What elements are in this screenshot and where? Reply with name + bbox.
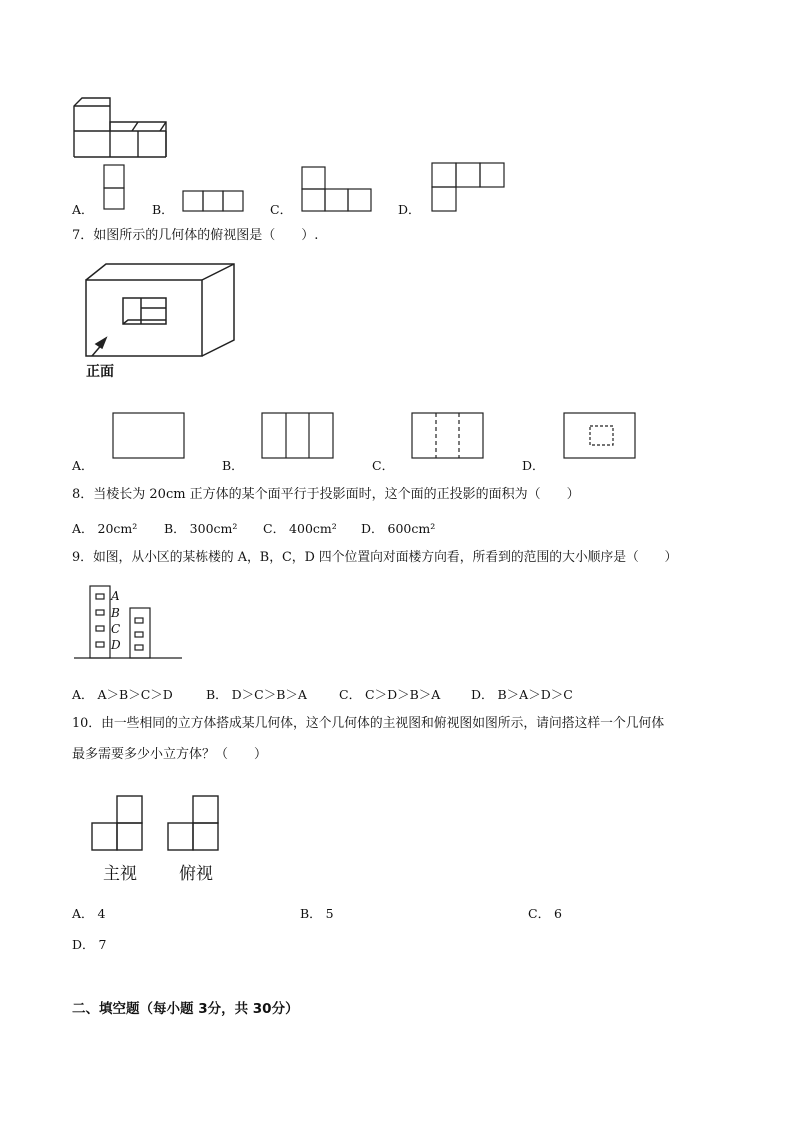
q7-box-figure <box>82 262 242 362</box>
q8-option-d[interactable]: D． 600cm² <box>361 521 436 536</box>
q9-point-b: B <box>111 606 120 620</box>
q6-option-a-label: A． <box>72 202 94 217</box>
q8-stem: 8．当棱长为 20cm 正方体的某个面平行于投影面时，这个面的正投影的面积为（ ） <box>72 487 580 502</box>
q7-option-a-label: A． <box>72 458 94 473</box>
q7-option-b-label: B． <box>222 458 244 473</box>
q7-stem: 7．如图所示的几何体的俯视图是（ ）. <box>72 228 319 243</box>
q10-front-view-label: 主视 <box>103 864 137 884</box>
q8-option-a[interactable]: A． 20cm² <box>72 521 138 536</box>
q6-option-c-figure[interactable] <box>301 166 373 212</box>
section-2-title: 二、填空题（每小题 3分，共 30分） <box>72 1001 299 1017</box>
q6-option-b-figure[interactable] <box>182 190 244 212</box>
q9-option-a[interactable]: A． A＞B＞C＞D <box>72 687 173 702</box>
q10-option-a[interactable]: A． 4 <box>72 906 106 921</box>
q7-option-b-figure[interactable] <box>261 412 335 460</box>
q10-top-view-label: 俯视 <box>179 864 213 884</box>
q7-option-a-figure[interactable] <box>112 412 186 460</box>
q7-option-c-label: C． <box>372 458 395 473</box>
q8-option-b[interactable]: B． 300cm² <box>164 521 238 536</box>
q6-option-c-label: C． <box>270 202 293 217</box>
q9-option-c[interactable]: C． C＞D＞B＞A <box>339 687 441 702</box>
q10-top-view-figure <box>166 795 222 853</box>
q6-option-a-figure[interactable] <box>103 164 125 210</box>
q9-point-a: A <box>111 589 120 603</box>
q9-buildings-figure <box>74 584 184 664</box>
q10-front-view-figure <box>90 795 146 853</box>
q9-stem: 9．如图，从小区的某栋楼的 A，B，C，D 四个位置向对面楼方向看，所看到的范围的大小顺序是（ ） <box>72 550 678 565</box>
q10-stem-line2: 最多需要多少小立方体？（ ） <box>72 747 268 762</box>
q6-option-b-label: B． <box>152 202 174 217</box>
q6-solid-figure <box>70 94 170 158</box>
q6-option-d-figure[interactable] <box>431 162 505 212</box>
q10-option-b[interactable]: B． 5 <box>300 906 334 921</box>
q6-option-d-label: D． <box>398 202 421 217</box>
q7-option-d-label: D． <box>522 458 545 473</box>
q10-option-d[interactable]: D． 7 <box>72 937 107 952</box>
q7-option-c-figure[interactable] <box>411 412 485 460</box>
q9-option-d[interactable]: D． B＞A＞D＞C <box>471 687 573 702</box>
q7-front-label: 正面 <box>86 364 114 380</box>
q9-point-c: C <box>111 622 121 636</box>
q10-stem-line1: 10．由一些相同的立方体搭成某几何体，这个几何体的主视图和俯视图如图所示，请问搭这样一个几何体 <box>72 716 665 731</box>
q9-option-b[interactable]: B． D＞C＞B＞A <box>206 687 307 702</box>
q10-option-c[interactable]: C． 6 <box>528 906 562 921</box>
q7-option-d-figure[interactable] <box>563 412 637 460</box>
q8-option-c[interactable]: C． 400cm² <box>263 521 337 536</box>
q9-point-d: D <box>111 638 121 652</box>
